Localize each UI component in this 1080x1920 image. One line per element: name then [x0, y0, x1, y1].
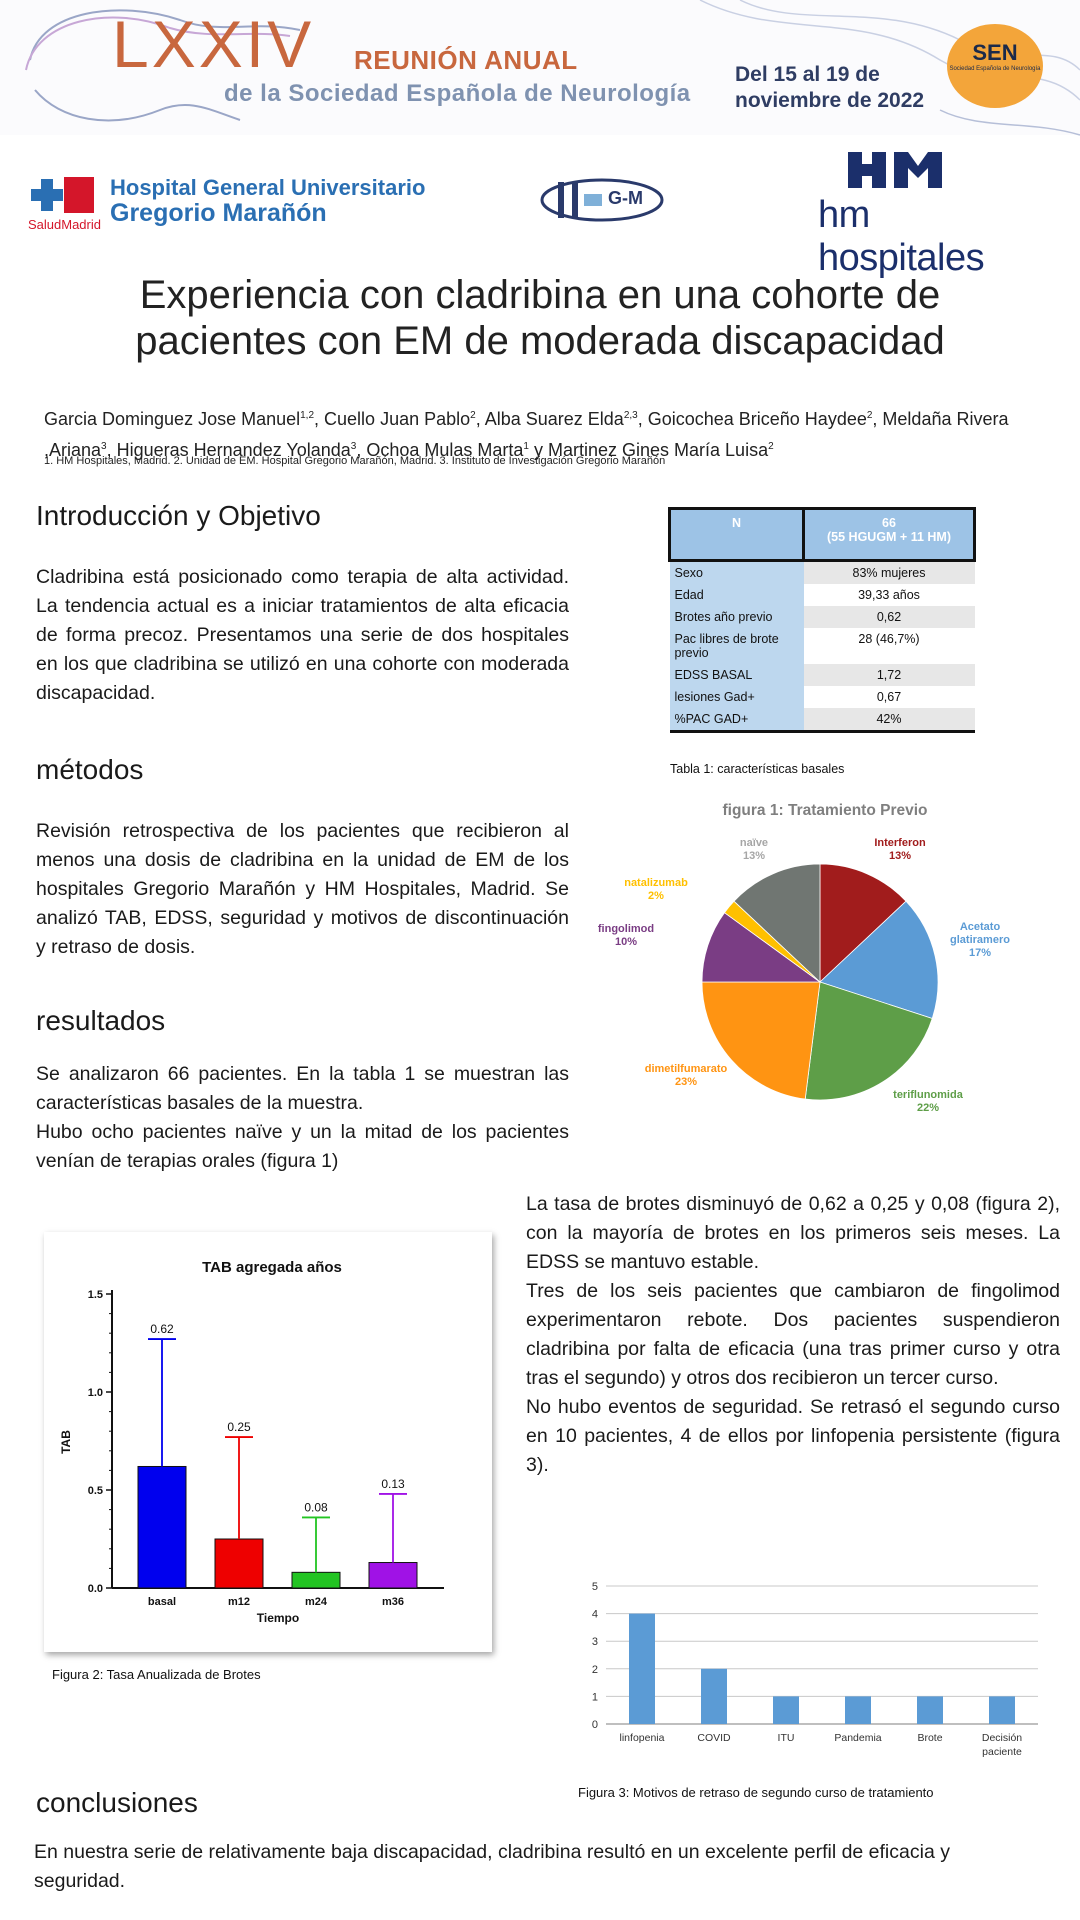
bar-brote — [917, 1696, 943, 1724]
table-cell-label: Edad — [670, 584, 804, 606]
bar-covid — [701, 1669, 727, 1724]
y-tick-label: 5 — [591, 1581, 598, 1593]
pie-label-name: naïve — [739, 837, 769, 849]
table-row — [670, 628, 975, 664]
figure2-title: TAB agregada años — [202, 1259, 342, 1276]
dates-line-2: noviembre de 2022 — [735, 89, 925, 112]
methods-text: Revisión retrospectiva de los pacientes que recibieron al menos una dosis de cladribina en la unidad de EM de los hospitales Gregorio Marañón y HM Hospitales, Madrid. Se analizó TAB, EDSS, seguridad y motivos de discontinuación y retraso de dosis. — [36, 820, 569, 958]
y-tick-label: 1.5 — [87, 1289, 103, 1301]
table-cell-label: Brotes año previo — [670, 606, 804, 628]
conclusions-heading: conclusiones — [36, 1787, 198, 1818]
methods-heading: métodos — [36, 754, 144, 785]
y-tick-label: 2 — [591, 1663, 598, 1676]
table-cell-value: 0,67 — [804, 686, 975, 708]
bar-value-label: 0.08 — [304, 1500, 328, 1515]
bar-value-label: 0.25 — [227, 1420, 251, 1435]
conference-name: REUNIÓN ANUAL — [354, 45, 578, 75]
poster-title-line-2: pacientes con EM de moderada discapacidad — [135, 319, 945, 363]
pie-label-name: natalizumab — [624, 877, 688, 889]
madrid-flag-icon — [64, 177, 94, 213]
bar-m24 — [292, 1572, 340, 1588]
pie-label-percent: 17% — [968, 947, 992, 959]
author: , Goicochea Briceño Haydee — [637, 409, 867, 429]
author-affiliation-mark: 2 — [470, 410, 476, 421]
author: , Ochoa Mulas Marta — [356, 440, 524, 460]
table-row — [670, 561, 975, 585]
pie-label-name: Interferon — [874, 837, 926, 849]
figure2-caption: Figura 2: Tasa Anualizada de Brotes — [52, 1667, 261, 1682]
iigm-logo-text: G-M — [608, 188, 643, 208]
pie-label-percent: 22% — [916, 1102, 940, 1114]
author-affiliation-mark: 3 — [101, 441, 107, 452]
hm-hospitales-text: hm hospitales — [818, 194, 985, 279]
y-tick-label: 0.0 — [87, 1583, 103, 1595]
author-affiliation-mark: 2 — [768, 441, 774, 452]
author: , Higueras Hernandez Yolanda — [106, 440, 351, 460]
table-header-n: N — [670, 509, 804, 561]
author-affiliation-mark: 1,2 — [300, 410, 315, 421]
table-cell-value: 42% — [804, 708, 975, 732]
bar-decisi-n-paciente — [989, 1696, 1015, 1724]
author-affiliation-mark: 1 — [523, 441, 529, 452]
pie-label-name: teriflunomida — [893, 1089, 963, 1101]
dates-line-1: Del 15 al 19 de — [735, 63, 880, 86]
pie-label-percent: 10% — [614, 936, 638, 948]
sen-logo-text: SEN — [972, 40, 1018, 65]
table-header-breakdown: (55 HGUGM + 11 HM) — [827, 530, 951, 544]
baseline-characteristics-table — [668, 507, 976, 733]
affiliations: 1. HM Hospitales, Madrid. 2. Unidad de EM. Hospital Gregorio Marañón, Madrid. 3. Instituto de Investigación Gregorio Marañón — [44, 455, 666, 467]
table-row — [670, 584, 975, 606]
table-cell-value: 1,72 — [804, 664, 975, 686]
salud-madrid-cross-icon — [28, 177, 66, 213]
society-name: de la Sociedad Española de Neurología — [224, 80, 691, 107]
results-continued-text — [526, 1190, 1060, 1480]
y-tick-label: 4 — [591, 1608, 598, 1621]
figure1-title: figura 1: Tratamiento Previo — [722, 802, 928, 819]
conference-dates — [735, 62, 924, 114]
y-tick-label: 0.5 — [87, 1485, 103, 1497]
x-axis-label: Tiempo — [256, 1611, 300, 1625]
bar-value-label: 0.62 — [150, 1322, 174, 1337]
x-tick-label: ITU — [777, 1732, 795, 1744]
pie-label-name: dimetilfumarato — [644, 1063, 728, 1075]
hm-hospitales-logo — [818, 152, 1033, 279]
iigm-logo — [540, 170, 668, 230]
table-cell-value: 0,62 — [804, 606, 975, 628]
x-tick-label: m12 — [227, 1596, 251, 1608]
table-body — [670, 561, 975, 732]
sen-logo-subtext: Sociedad Española de Neurología — [949, 66, 1041, 72]
results-paragraph-2: Hubo ocho pacientes naïve y un la mitad de los pacientes venían de terapias orales (figura 1) — [36, 1121, 569, 1172]
hm-emblem-icon — [846, 152, 946, 192]
bar-linfopenia — [629, 1614, 655, 1724]
pie-label-name-part: Acetato — [959, 921, 1001, 933]
conclusions-text: En nuestra serie de relativamente baja discapacidad, cladribina resultó en un excelente perfil de eficacia y seguridad. — [34, 1841, 950, 1892]
pie-label-name: fingolimod — [597, 923, 655, 935]
table-cell-value: 28 (46,7%) — [804, 628, 975, 664]
x-tick-label: basal — [147, 1596, 177, 1608]
y-tick-label: 1.0 — [87, 1387, 103, 1399]
iigm-emblem-icon — [540, 170, 668, 230]
poster-title — [60, 272, 1020, 364]
author-affiliation-mark: 3 — [350, 441, 357, 452]
results-paragraph-3: La tasa de brotes disminuyó de 0,62 a 0,25 y 0,08 (figura 2), con la mayoría de brotes en los primeros seis meses. La EDSS se mantuvo estable. — [526, 1193, 1060, 1273]
author: Garcia Dominguez Jose Manuel — [44, 409, 301, 429]
results-paragraph-1: Se analizaron 66 pacientes. En la tabla 1 se muestran las características basales de la muestra. — [36, 1063, 569, 1114]
x-tick-label: linfopenia — [619, 1732, 665, 1744]
hgugm-logo — [28, 175, 428, 235]
table-header-total: 66 — [882, 516, 896, 530]
y-tick-label: 0 — [591, 1719, 598, 1731]
bar-basal — [138, 1466, 186, 1588]
results-paragraph-4: Tres de los seis pacientes que cambiaron de fingolimod experimentaron rebote. Dos pacientes suspendieron cladribina por falta de eficacia (una tras primer curso y otra tras el segundo) y otros dos recibieron un tercer curso. — [526, 1280, 1060, 1389]
pie-label-percent: 13% — [888, 850, 912, 862]
hgugm-name-line-1: Hospital General Universitario — [110, 175, 426, 200]
table-row — [670, 606, 975, 628]
bar-value-label: 0.13 — [381, 1476, 405, 1491]
results-text — [36, 1060, 569, 1176]
hgugm-name-line-2: Gregorio Marañón — [110, 199, 327, 227]
bar-m12 — [215, 1539, 263, 1588]
author: , Meldaña Rivera ,Ariana — [44, 409, 1009, 460]
table-row — [670, 664, 975, 686]
table-row — [670, 708, 975, 732]
x-tick-label: Brote — [917, 1732, 943, 1744]
table-caption: Tabla 1: características basales — [670, 762, 845, 776]
conference-header-banner — [0, 0, 1080, 135]
pie-slice-dimetilfumarato — [702, 982, 820, 1099]
salud-madrid-label: SaludMadrid — [28, 217, 101, 232]
table-cell-label: Sexo — [670, 561, 804, 585]
table-cell-label: lesiones Gad+ — [670, 686, 804, 708]
bar-itu — [773, 1696, 799, 1724]
pie-label-percent: 13% — [742, 850, 766, 862]
y-axis-label: TAB — [59, 1430, 73, 1454]
bar-m36 — [369, 1563, 417, 1588]
y-tick-label: 3 — [591, 1636, 598, 1649]
pie-label-name-part: glatiramero — [950, 934, 1010, 946]
figure2-panel — [44, 1232, 492, 1652]
author: , Cuello Juan Pablo — [314, 409, 471, 429]
author: y Martinez Gines María Luisa — [528, 440, 769, 460]
pie-label-percent: 23% — [674, 1076, 698, 1088]
intro-heading: Introducción y Objetivo — [36, 500, 321, 531]
conference-edition-numeral: LXXIV — [112, 7, 315, 81]
y-tick-label: 1 — [591, 1691, 598, 1704]
table-cell-label: Pac libres de brote previo — [670, 628, 804, 664]
x-tick-label: m24 — [304, 1596, 328, 1608]
poster-title-line-1: Experiencia con cladribina en una cohorte de — [139, 273, 941, 317]
sen-logo — [947, 24, 1043, 108]
results-heading: resultados — [36, 1005, 166, 1036]
x-tick-label-part: paciente — [982, 1746, 1022, 1758]
table-header-value — [804, 509, 975, 561]
table-row — [670, 686, 975, 708]
table-header-row — [670, 509, 975, 561]
bar-pandemia — [845, 1696, 871, 1724]
x-tick-label — [982, 1732, 1022, 1758]
pie-label-name — [950, 921, 1010, 946]
figure3-bar-chart — [584, 1576, 1054, 1776]
results-paragraph-5: No hubo eventos de seguridad. Se retrasó el segundo curso en 10 pacientes, 4 de ellos por linfopenia persistente (figura 3). — [526, 1396, 1060, 1476]
figure1-pie-chart — [597, 820, 1030, 1120]
table-cell-label: %PAC GAD+ — [670, 708, 804, 732]
intro-text: Cladribina está posicionado como terapia de alta actividad. La tendencia actual es a iniciar tratamientos de alta eficacia de forma precoz. Presentamos una serie de dos hospitales en los que cladribina se utilizó en una cohorte con moderada discapacidad. — [36, 566, 569, 704]
table-cell-value: 83% mujeres — [804, 561, 975, 585]
pie-label-percent: 2% — [648, 890, 664, 902]
author-affiliation-mark: 2 — [866, 410, 873, 421]
x-tick-label: COVID — [697, 1732, 731, 1744]
x-tick-label: m36 — [381, 1596, 405, 1608]
x-tick-label: Pandemia — [834, 1732, 882, 1744]
author-affiliation-mark: 2,3 — [623, 410, 638, 421]
x-tick-label-part: Decisión — [981, 1732, 1023, 1744]
table-cell-value: 39,33 años — [804, 584, 975, 606]
author: , Alba Suarez Elda — [475, 409, 624, 429]
figure3-caption: Figura 3: Motivos de retraso de segundo curso de tratamiento — [578, 1785, 934, 1800]
figure2-bar-chart — [44, 1232, 492, 1652]
table-cell-label: EDSS BASAL — [670, 664, 804, 686]
